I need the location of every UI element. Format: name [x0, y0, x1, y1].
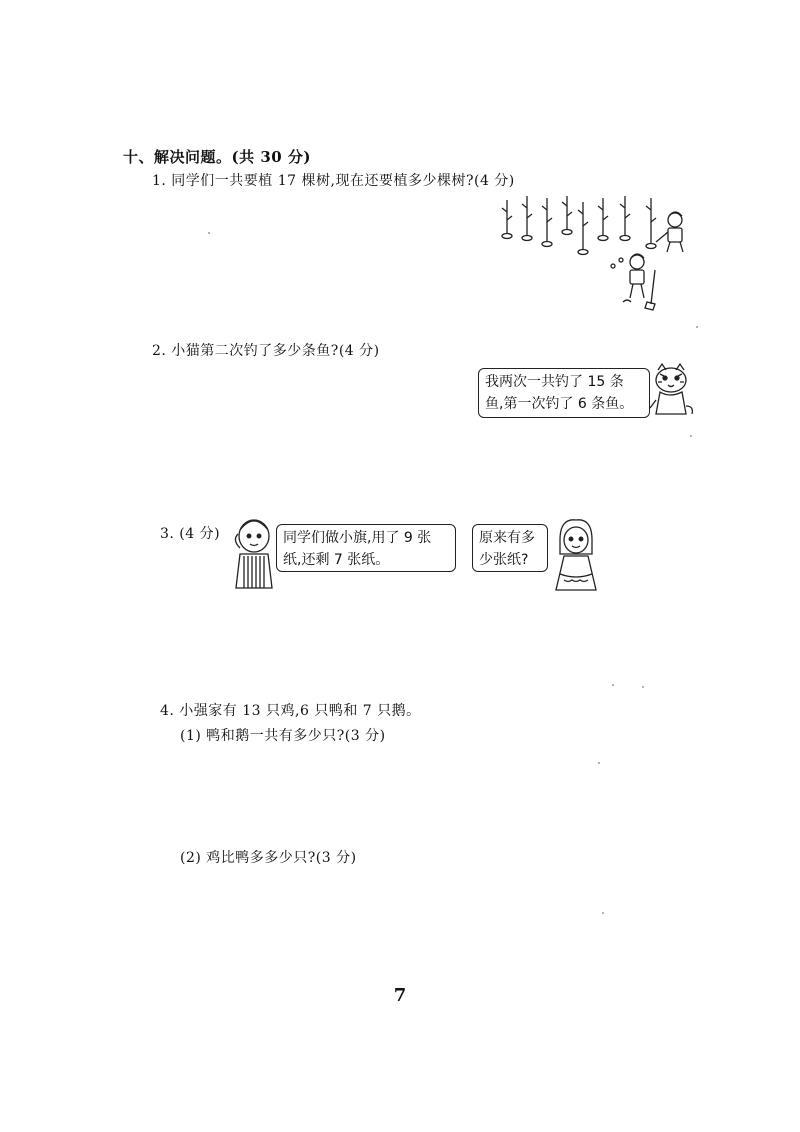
bubble-line: 原来有多	[479, 530, 535, 546]
boy-icon	[230, 516, 278, 592]
scan-speck	[208, 232, 210, 234]
scan-speck	[598, 762, 600, 764]
speech-bubble-girl	[472, 524, 548, 572]
tree-planting-kids-icon	[495, 192, 695, 312]
question-4-part-1: (1) 鸭和鹅一共有多少只?(3 分)	[180, 728, 386, 744]
bubble-line: 鱼,第一次钓了 6 条鱼。	[485, 396, 634, 412]
question-2: 2. 小猫第二次钓了多少条鱼?(4 分)	[152, 343, 380, 359]
question-1: 1. 同学们一共要植 17 棵树,现在还要植多少棵树?(4 分)	[152, 173, 515, 189]
scan-speck	[612, 684, 614, 686]
page-number: 7	[393, 985, 407, 1006]
section-title: 十、解决问题。(共 30 分)	[123, 148, 312, 166]
bubble-line: 少张纸?	[479, 552, 529, 568]
question-4-part-2: (2) 鸡比鸭多多少只?(3 分)	[180, 850, 357, 866]
speech-bubble-cat	[478, 368, 650, 418]
question-3: 3. (4 分)	[160, 526, 221, 542]
scan-speck	[696, 326, 698, 328]
bubble-line: 纸,还剩 7 张纸。	[283, 552, 390, 568]
scan-speck	[642, 686, 644, 688]
speech-bubble-boy	[276, 524, 456, 572]
question-4: 4. 小强家有 13 只鸡,6 只鸭和 7 只鹅。	[160, 703, 421, 719]
scan-speck	[602, 912, 604, 914]
bubble-line: 同学们做小旗,用了 9 张	[283, 530, 432, 546]
cat-fishing-icon	[648, 362, 698, 422]
bubble-line: 我两次一共钓了 15 条	[485, 374, 624, 390]
scan-speck	[690, 435, 692, 437]
girl-icon	[552, 518, 600, 594]
